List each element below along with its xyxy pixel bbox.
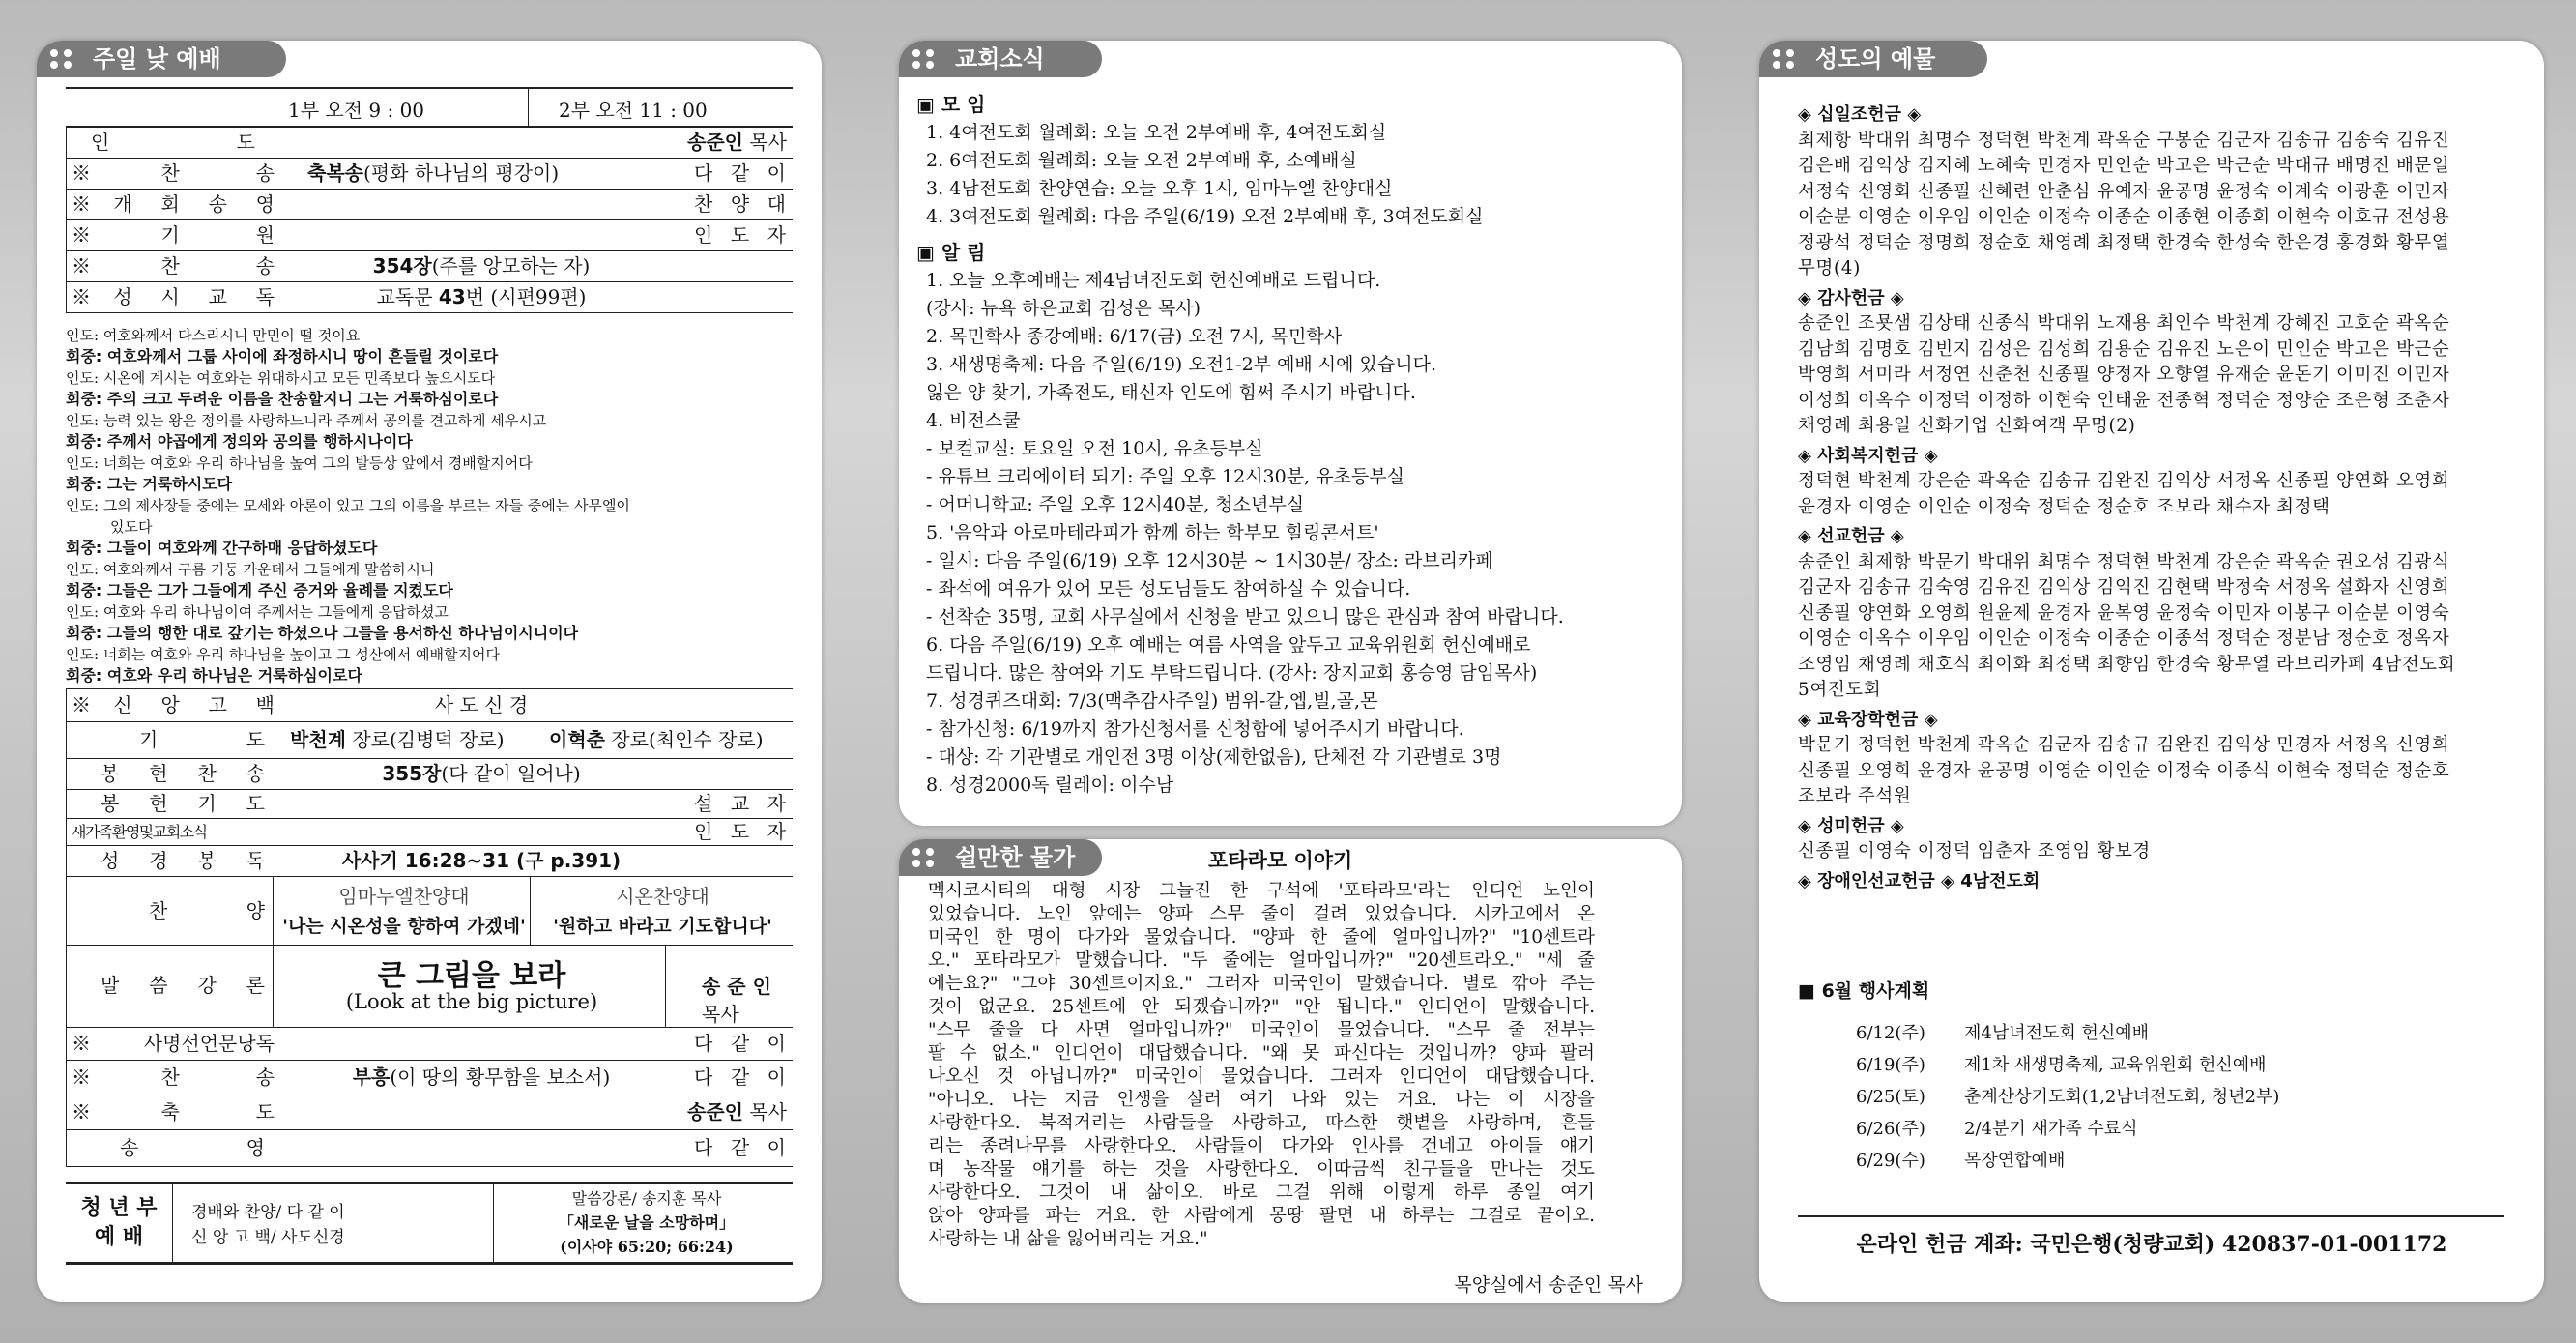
order-row-mission	[66, 1028, 793, 1061]
order-row-sermon	[66, 946, 793, 1028]
left-border	[66, 689, 67, 1166]
names-line: 5여전도회	[1798, 680, 1882, 700]
service-divider	[528, 87, 529, 126]
row-right: 인 도 자	[694, 820, 786, 843]
notice-item: 6. 다음 주일(6/19) 오후 예배는 여름 사역을 앞두고 교육위원회 헌신예배로	[926, 634, 1531, 656]
order-row-psalm	[66, 282, 793, 313]
notice-item: - 보컬교실: 토요일 오전 10시, 유초등부실	[926, 438, 1263, 459]
meeting-item: 1. 4여전도회 월례회: 오늘 오전 2부예배 후, 4여전도회실	[926, 122, 1387, 143]
responsive-line: 회중: 주께서 야곱에게 정의와 공의를 행하시나이다	[66, 432, 413, 451]
row-label: 봉 헌 기 도	[101, 792, 265, 815]
left-border	[66, 128, 67, 312]
prayer-a: 박천계 장로(김병덕 장로)	[290, 728, 505, 751]
story-tab-title: 쉴만한 물가	[955, 844, 1076, 871]
news-tab	[899, 41, 1102, 77]
notice-item: - 참가신청: 6/19까지 참가신청서를 신청함에 넣어주시기 바랍니다.	[926, 718, 1464, 740]
order-row-hymn2	[66, 251, 793, 282]
row-right: 다 같 이	[694, 1066, 786, 1089]
notice-item: - 어머니학교: 주일 오후 12시40분, 청소년부실	[926, 494, 1305, 515]
names-line: 이순분 이영순 이우임 이인순 이정숙 이종순 이종현 이종회 이현숙 이호규 전성용	[1798, 207, 2450, 227]
service-times	[66, 95, 793, 124]
worship-tab	[37, 41, 286, 77]
names-line: 신종필 오영희 윤경자 윤공명 이영순 이인순 이정숙 이종식 이현숙 정덕순 정순호	[1798, 760, 2450, 781]
story-title: 포타라모 이야기	[1208, 849, 1353, 872]
notice-item: 4. 비전스쿨	[926, 410, 1021, 431]
youth-title: 청 년 부 예 배	[80, 1196, 158, 1249]
notice-item: 8. 성경2000독 릴레이: 이수남	[926, 774, 1174, 796]
events-header: ■ 6월 행사계획	[1798, 980, 1930, 1002]
news-tab-title: 교회소식	[955, 45, 1045, 73]
row-label: ※기 원	[72, 223, 275, 247]
youth-service	[66, 1184, 793, 1262]
offering-title: ◈ 감사헌금 ◈	[1798, 287, 1904, 308]
order-row-prayer	[66, 722, 793, 759]
anthem-divider	[273, 877, 274, 945]
row-label: ※개 회 송 영	[72, 192, 275, 216]
order-row-hymn3	[66, 1061, 793, 1095]
row-right: 다 같 이	[694, 161, 786, 185]
responsive-line: 인도: 여호와 우리 하나님이여 주께서는 그들에게 응답하셨고	[66, 603, 449, 621]
story-line: 있었습니다. 노인 앞에는 양파 스무 줄이 걸려 있었습니다. 시카고에서 온	[928, 904, 1595, 924]
row-label: 봉 헌 찬 송	[101, 762, 265, 785]
responsive-line: 회중: 그들은 그가 그들에게 주신 증거와 율례를 지켰도다	[66, 581, 453, 599]
event-date: 6/12(주)	[1856, 1023, 1925, 1043]
story-body	[928, 880, 1595, 1251]
names-line: 송준인 최제항 박문기 박대위 최명수 정덕현 박천계 강은순 곽옥순 권오성 김광식	[1798, 551, 2450, 572]
meeting-item: 4. 3여전도회 월례회: 다음 주일(6/19) 오전 2부예배 후, 3여전도회실	[926, 206, 1484, 227]
offering-names	[1798, 550, 2504, 704]
sermon-preacher: 송 준 인 목사	[702, 975, 771, 1026]
notice-item: - 일시: 다음 주일(6/19) 오후 12시30분 ~ 1시30분/ 장소: 라브리카페	[926, 550, 1493, 571]
row-middle: 사 도 신 경	[434, 693, 529, 716]
offering-names	[1798, 129, 2504, 282]
responsive-line: 인도: 시온에 계시는 여호와는 위대하시고 모든 민족보다 높으시도다	[66, 369, 496, 387]
names-line: 정광석 정덕순 정명희 정순호 채영례 최정택 한경숙 한성숙 한은경 홍경화 황무열	[1798, 232, 2450, 253]
event-date: 6/26(주)	[1856, 1119, 1925, 1139]
responsive-line: 회중: 그들이 여호와께 간구하매 응답하셨도다	[66, 539, 378, 557]
order-row-new-family	[66, 819, 793, 846]
first-service-time: 1부 오전 9 : 00	[288, 99, 425, 122]
story-line: 것이 없군요. 25센트에 안 되겠습니까?" "안 됩니다." 인디언이 말했습니다.	[928, 997, 1595, 1017]
news-body	[916, 91, 1670, 800]
notice-item: - 유튜브 크리에이터 되기: 주일 오후 12시30분, 유초등부실	[926, 466, 1404, 487]
choir-b-name: 시온찬양대	[616, 885, 709, 908]
story-line: 오." 포타라모가 말했습니다. "두 줄에는 얼마입니까?" "20센트라오." "세 줄	[928, 950, 1595, 971]
choir-a-song: '나는 시온성을 향하여 가겠네'	[282, 916, 526, 937]
offering-title: ◈ 장애인선교헌금 ◈ 4남전도회	[1798, 870, 2041, 891]
dots-icon	[912, 49, 936, 69]
dots-icon	[912, 848, 936, 867]
offerings-list	[1798, 99, 2504, 894]
youth-right: 말씀강론/ 송지훈 목사 「새로운 날을 소망하며」 (이사야 65:20; 66:24)	[558, 1189, 736, 1256]
order-row-scripture	[66, 846, 793, 877]
notice-item: 잃은 양 찾기, 가족전도, 태신자 인도에 힘써 주시기 바랍니다.	[926, 382, 1416, 403]
choir-b-song: '원하고 바라고 기도합니다'	[553, 916, 772, 937]
names-line: 김은배 김익상 김지혜 노혜숙 민경자 민인순 박고은 박근순 박대규 배명진 배문일	[1798, 156, 2450, 176]
order-row-invocation	[66, 220, 793, 251]
names-line: 신종필 양연화 오영희 원윤제 윤경자 윤복영 윤정숙 이민자 이봉구 이순분 이영숙	[1798, 602, 2450, 624]
story-line: 미국인 한 명이 다가와 물었습니다. "양파 한 줄에 얼마입니까?" "10센트라	[928, 927, 1595, 948]
worship-tab-title: 주일 낮 예배	[93, 45, 221, 73]
order-row-creed	[66, 689, 793, 722]
sermon-divider	[665, 946, 666, 1027]
row-right: 설 교 자	[694, 792, 786, 815]
event-item	[1856, 1051, 2267, 1076]
story-line: 리는 종려나무를 사랑한다오. 사람들이 다가와 인사를 건네고 아이들 얘기	[928, 1136, 1595, 1156]
offerings-tab	[1759, 41, 1987, 77]
offering-title: ◈ 성미헌금 ◈	[1798, 815, 1904, 836]
notice-item: 3. 새생명축제: 다음 주일(6/19) 오전1-2부 예배 시에 있습니다.	[926, 354, 1437, 375]
event-item	[1856, 1115, 2138, 1140]
row-middle: 교독문 43번 (시편99편)	[376, 285, 587, 308]
row-label: 송 영	[120, 1136, 265, 1159]
story-line: "아니오. 나는 지금 인생을 살러 여기 나와 있는 거요. 나는 이 시장을	[928, 1090, 1595, 1110]
offering-names	[1798, 839, 2504, 865]
row-middle: 355장(다 같이 일어나)	[382, 762, 581, 785]
row-label: ※사명선언문낭독	[72, 1032, 275, 1055]
order-row-opening	[66, 190, 793, 220]
offering-title: ◈ 십일조헌금 ◈	[1798, 104, 1922, 125]
row-label: ※찬 송	[72, 1066, 275, 1089]
event-item	[1856, 1147, 2065, 1172]
event-date: 6/25(토)	[1856, 1087, 1925, 1107]
account-rule	[1798, 1215, 2504, 1217]
top-rule	[66, 87, 793, 89]
meeting-item: 2. 6여전도회 월례회: 오늘 오전 2부예배 후, 소예배실	[926, 150, 1357, 171]
notice-item: 1. 오늘 오후예배는 제4남녀전도회 헌신예배로 드립니다.	[926, 270, 1381, 291]
row-middle: 부흥(이 땅의 황무함을 보소서)	[352, 1066, 611, 1089]
notice-item: 7. 성경퀴즈대회: 7/3(맥추감사주일) 범위-갈,엡,빌,골,몬	[926, 690, 1378, 712]
names-line: 김남희 김명호 김빈지 김성은 김성희 김용순 김유진 노은이 민인순 박고은 박근순	[1798, 338, 2450, 360]
row-label: 말 씀 강 론	[101, 974, 265, 997]
story-line: 앉아 양파를 파는 거요. 한 사람에게 몽땅 팔면 내 하루는 그걸로 끝이오.	[928, 1206, 1595, 1226]
responsive-line: 회중: 여호와 우리 하나님은 거룩하심이로다	[66, 666, 362, 685]
row-label: 찬 양	[149, 899, 265, 922]
row-label: 성 경 봉 독	[101, 849, 265, 872]
story-author: 목양실에서 송준인 목사	[1454, 1274, 1643, 1296]
row-label: 새가족환영및교회소식	[72, 823, 207, 841]
offering-title: ◈ 선교헌금 ◈	[1798, 526, 1904, 546]
names-line: 조보라 주석원	[1798, 786, 1912, 806]
offering-names	[1798, 311, 2504, 440]
notice-item: - 대상: 각 기관별로 개인전 3명 이상(제한없음), 단체전 각 기관별로 3명	[926, 746, 1502, 768]
event-date: 6/19(주)	[1856, 1055, 1925, 1075]
names-line: 김군자 김송규 김숙영 김유진 김익상 김익진 김현택 박정숙 서정옥 설화자 신영희	[1798, 577, 2450, 598]
anthem-divider	[530, 877, 531, 945]
prayer-b: 이혁춘 장로(최인수 장로)	[549, 728, 764, 751]
meetings-list	[916, 119, 1670, 231]
notice-item: 5. '음악과 아로마테라피가 함께 하는 학부모 힐링콘서트'	[926, 522, 1379, 543]
names-line: 정덕현 박천계 강은순 곽옥순 김송규 김완진 김익상 서정옥 신종필 양연화 오영희	[1798, 471, 2450, 491]
notice-item: 드립니다. 많은 참여와 기도 부탁드립니다. (강사: 장지교회 홍승영 담임목사)	[926, 662, 1538, 684]
notice-item: - 선착순 35명, 교회 사무실에서 신청을 받고 있으니 많은 관심과 참여 바랍니다.	[926, 606, 1564, 628]
notices-list	[916, 267, 1670, 800]
meetings-header: ▣ 모 임	[916, 93, 986, 116]
online-account: 온라인 헌금 계좌: 국민은행(청량교회) 420837-01-001172	[1856, 1232, 2447, 1257]
row-middle: 축복송(평화 하나님의 평강이)	[307, 161, 560, 185]
responsive-line: 회중: 주의 크고 두려운 이름을 찬송할지니 그는 거룩하심이로다	[66, 390, 499, 408]
names-line: 조영임 채영례 채호식 최이화 최정택 최향임 한경숙 황무열 라브리카페 4남전도회	[1798, 654, 2456, 675]
row-label: 기 도	[139, 728, 265, 751]
responsive-line: 인도: 너희는 여호와 우리 하나님을 높여 그의 발등상 앞에서 경배할지어다	[66, 454, 533, 472]
names-line: 무명(4)	[1798, 258, 1861, 278]
names-line: 박영희 서미라 서정연 신춘천 신종필 양정자 오향열 유재순 윤돈기 이미진 이민자	[1798, 365, 2450, 385]
names-line: 윤경자 이영순 이인순 이정숙 정덕순 정순호 조보라 채수자 최정택	[1798, 496, 2330, 517]
sermon-divider	[273, 946, 274, 1027]
offerings-tab-title: 성도의 예물	[1815, 45, 1936, 73]
order-row-doxology	[66, 1130, 793, 1167]
row-label: ※신 앙 고 백	[72, 693, 275, 716]
story-line: 에는요?" "그야 30센트이지요." 그러자 미국인이 말했습니다. 별로 깎아 주는	[928, 974, 1595, 994]
notices-header: ▣ 알 림	[916, 241, 986, 264]
row-right: 다 같 이	[694, 1136, 786, 1159]
event-desc: 제1차 새생명축제, 교육위원회 헌신예배	[1964, 1055, 2267, 1075]
responsive-line: 인도: 능력 있는 왕은 정의를 사랑하느니라 주께서 공의를 견고하게 세우시고	[66, 412, 547, 429]
row-right: 인 도 자	[694, 223, 786, 247]
offerings-panel	[1759, 41, 2544, 1302]
responsive-line: 인도: 여호와께서 구름 기둥 가운데서 그들에게 말씀하시니	[66, 561, 435, 578]
story-panel	[899, 839, 1682, 1303]
event-desc: 제4남녀전도회 헌신예배	[1964, 1023, 2150, 1043]
order-row-leader	[66, 128, 793, 159]
story-line: 며 농작물 얘기를 하는 것을 사랑한다오. 이따금씩 친구들을 만나는 것도	[928, 1159, 1595, 1180]
dots-icon	[1773, 49, 1796, 69]
row-label: ※축 도	[72, 1100, 275, 1124]
names-line: 신종필 이영숙 이정덕 임춘자 조영임 황보경	[1798, 841, 2151, 861]
offering-names	[1798, 733, 2504, 810]
event-item	[1856, 1083, 2279, 1108]
order-row-anthem	[66, 877, 793, 946]
story-line: 사랑하는 내 삶을 잃어버리는 거요."	[928, 1229, 1208, 1249]
names-line: 박문기 정덕현 박천계 곽옥순 김군자 김송규 김완진 김익상 민경자 서정옥 신영희	[1798, 735, 2450, 755]
names-line: 이성희 이옥수 이정덕 이정하 이현숙 인태윤 전종혁 정덕순 정양순 조은형 조춘자	[1798, 390, 2450, 411]
story-line: 사랑한다오. 북적거리는 사람들을 사랑하고, 따스한 햇볕을 사랑하며, 흔들	[928, 1113, 1595, 1133]
story-line: "스무 줄을 다 사면 얼마입니까?" 미국인이 물었습니다. "스무 줄 전부는	[928, 1020, 1595, 1040]
events-section	[1798, 977, 2504, 1171]
meeting-item: 3. 4남전도회 찬양연습: 오늘 오후 1시, 임마누엘 찬양대실	[926, 178, 1393, 199]
offering-names	[1798, 469, 2504, 520]
second-service-time: 2부 오전 11 : 00	[559, 99, 708, 122]
responsive-line: 회중: 그들의 행한 대로 갚기는 하셨으나 그들을 용서하신 하나님이시니이다	[66, 624, 579, 642]
row-right: 송준인 목사	[687, 131, 787, 154]
row-right: 다 같 이	[694, 1032, 786, 1055]
row-label: ※찬 송	[72, 254, 275, 277]
names-line: 최제항 박대위 최명수 정덕현 박천계 곽옥순 구봉순 김군자 김송규 김송숙 김유진	[1798, 130, 2450, 151]
names-line: 채영례 최용일 신화기업 신화여객 무명(2)	[1798, 416, 2136, 436]
worship-order-panel	[37, 41, 822, 1302]
story-line: 팔 수 없소." 인디언이 대답했습니다. "왜 못 파신다는 것입니까? 양파 팔러	[928, 1043, 1595, 1064]
order-row-benediction	[66, 1095, 793, 1130]
offering-title: ◈ 교육장학헌금 ◈	[1798, 709, 1938, 730]
row-label: ※성 시 교 독	[72, 285, 275, 308]
responsive-line: 회중: 여호와께서 그룹 사이에 좌정하시니 땅이 흔들릴 것이로다	[66, 347, 499, 365]
row-right: 찬 양 대	[694, 192, 786, 216]
notice-item: 2. 목민학사 종강예배: 6/17(금) 오전 7시, 목민학사	[926, 326, 1343, 347]
sermon-title: 큰 그림을 보라	[377, 959, 566, 993]
responsive-line: 회중: 그는 거룩하시도다	[66, 475, 233, 493]
event-date: 6/29(수)	[1856, 1151, 1925, 1171]
responsive-line: 인도: 여호와께서 다스리시니 만민이 떨 것이요	[66, 327, 361, 344]
dots-icon	[50, 49, 73, 69]
choir-a-name: 임마누엘찬양대	[338, 885, 470, 908]
order-row-offering-prayer	[66, 790, 793, 819]
sermon-english: (Look at the big picture)	[345, 990, 598, 1013]
notice-item: - 좌석에 여유가 있어 모든 성도님들도 참여하실 수 있습니다.	[926, 578, 1411, 599]
row-middle: 354장(주를 앙모하는 자)	[372, 254, 591, 277]
row-label: ※찬 송	[72, 161, 275, 185]
offering-title: ◈ 사회복지헌금 ◈	[1798, 445, 1938, 466]
story-line: 나오신 것 아닙니까?" 미국인이 물었습니다. 그러자 인디언이 대답했습니다.	[928, 1066, 1595, 1087]
event-desc: 춘계산상기도회(1,2남녀전도회, 청년2부)	[1964, 1087, 2280, 1107]
row-right: 송준인 목사	[687, 1100, 787, 1124]
story-line: 사랑한다오. 그것이 내 삶이오. 바로 그걸 위해 이렇게 하루 종일 여기	[928, 1182, 1595, 1203]
youth-left: 경배와 찬양/ 다 같 이 신 앙 고 백/ 사도신경	[191, 1203, 345, 1247]
row-middle: 사사기 16:28~31 (구 p.391)	[341, 849, 622, 872]
event-desc: 목장연합예배	[1964, 1151, 2066, 1171]
order-row-hymn1	[66, 159, 793, 190]
order-row-offering-hymn	[66, 759, 793, 790]
church-news-panel	[899, 41, 1682, 826]
event-desc: 2/4분기 새가족 수료식	[1964, 1119, 2138, 1139]
names-line: 이영순 이옥수 이우임 이인순 이정숙 이종순 이종석 정덕순 정분남 정순호 정옥자	[1798, 628, 2450, 649]
responsive-line: 인도: 그의 제사장들 중에는 모세와 아론이 있고 그의 이름을 부르는 자들 중에는 사무엘이	[66, 497, 630, 514]
notice-item: (강사: 뉴욕 하은교회 김성은 목사)	[926, 298, 1201, 319]
event-item	[1856, 1019, 2149, 1044]
story-line: 멕시코시티의 대형 시장 그늘진 한 구석에 '포타라모'라는 인디언 노인이	[928, 881, 1595, 901]
responsive-reading	[66, 325, 793, 686]
names-line: 서정숙 신영회 신종필 신혜련 안춘심 유예자 윤공명 윤정숙 이계숙 이광훈 이민자	[1798, 181, 2450, 202]
responsive-line: 있도다	[110, 518, 153, 536]
responsive-line: 인도: 너희는 여호와 우리 하나님을 높이고 그 성산에서 예배할지어다	[66, 646, 500, 663]
story-tab	[899, 839, 1102, 876]
youth-divider	[172, 1184, 173, 1262]
row-label: 인 도	[91, 131, 255, 154]
youth-divider	[493, 1184, 494, 1262]
names-line: 송준인 조묫샘 김상태 신종식 박대위 노재용 최인수 박천계 강혜진 고호순 곽옥순	[1798, 313, 2450, 334]
rule	[66, 1262, 793, 1265]
